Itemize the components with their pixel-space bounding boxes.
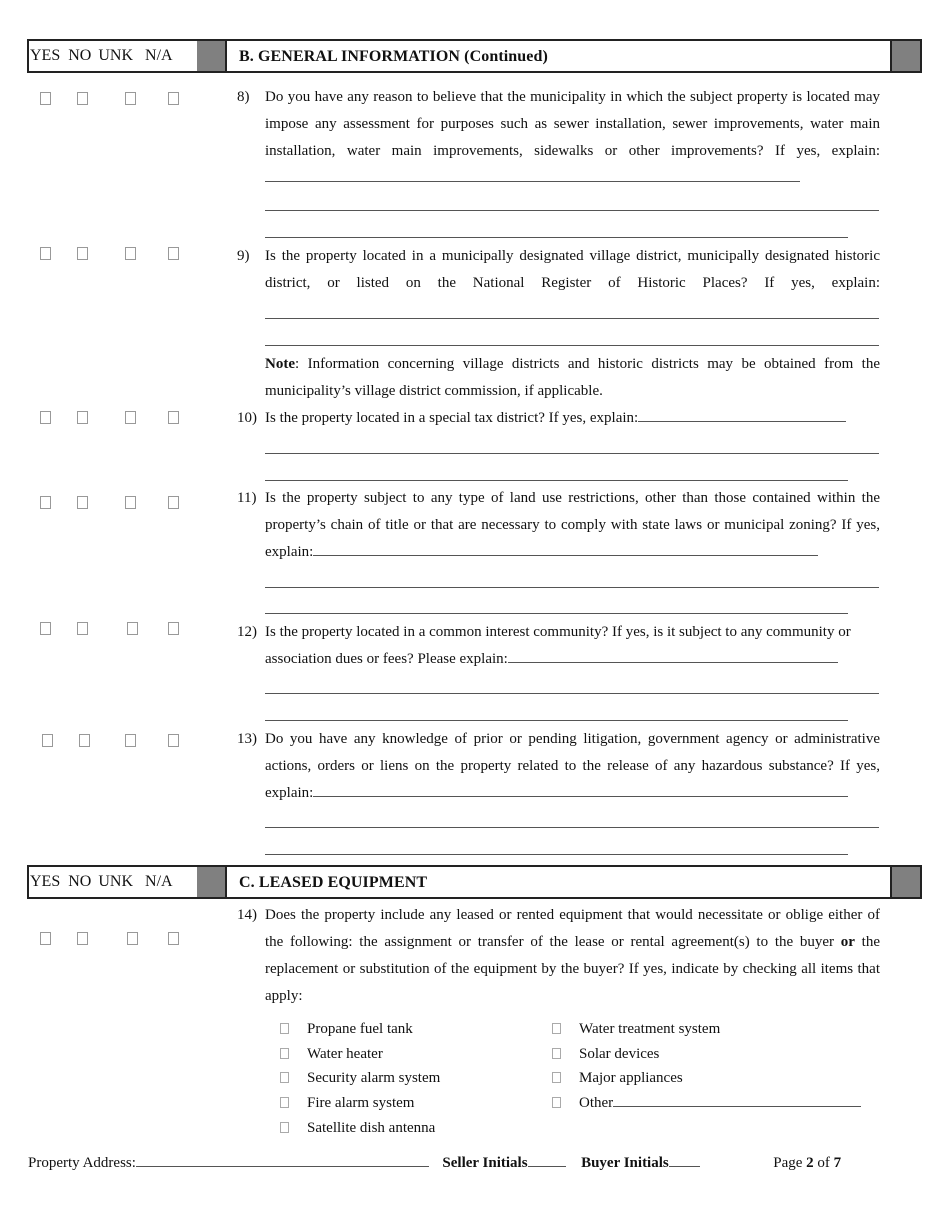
col-na: N/A <box>145 47 173 64</box>
q11-answer-line-3[interactable] <box>265 613 848 614</box>
q11-answer-line[interactable] <box>313 541 818 556</box>
col-na: N/A <box>145 873 173 890</box>
q11-na-checkbox[interactable] <box>168 496 179 509</box>
section-c-title: C. LEASED EQUIPMENT <box>239 874 428 891</box>
q11-no-checkbox[interactable] <box>77 496 88 509</box>
q13-na-checkbox[interactable] <box>168 734 179 747</box>
q8-answer-line-2[interactable] <box>265 210 879 211</box>
q9-unk-checkbox[interactable] <box>125 247 136 260</box>
q10-yes-checkbox[interactable] <box>40 411 51 424</box>
equipment-checkbox[interactable] <box>280 1048 289 1059</box>
q14-yes-checkbox[interactable] <box>40 932 51 945</box>
q10-answer-line-2[interactable] <box>265 453 879 454</box>
q10-na-checkbox[interactable] <box>168 411 179 424</box>
buyer-initials-label: Buyer Initials <box>581 1155 669 1171</box>
q13-no-checkbox[interactable] <box>79 734 90 747</box>
q10-answer-line[interactable] <box>638 407 846 422</box>
q12-answer-line-2[interactable] <box>265 693 879 694</box>
question-8: 8) Do you have any reason to believe that the municipality in which the subject property is located may impose any assessment for purposes such as sewer installation, sewer improvements, water main installation, water main improvements, sidewalks or other improvements? If yes, explain: <box>237 84 880 192</box>
note-label: Note <box>265 356 295 372</box>
q10-checkboxes <box>0 411 200 427</box>
q14-checkboxes <box>0 932 200 948</box>
equipment-checkbox[interactable] <box>280 1122 289 1133</box>
col-unk: UNK <box>98 873 134 890</box>
col-yes: YES <box>30 47 61 64</box>
note <box>265 351 880 405</box>
col-no: NO <box>68 47 92 64</box>
q10-answer-line-3[interactable] <box>265 480 848 481</box>
q13-yes-checkbox[interactable] <box>42 734 53 747</box>
q8-unk-checkbox[interactable] <box>125 92 136 105</box>
q14-na-checkbox[interactable] <box>168 932 179 945</box>
seller-initials-label: Seller Initials <box>442 1155 528 1171</box>
equipment-checkbox[interactable] <box>280 1072 289 1083</box>
q10-unk-checkbox[interactable] <box>125 411 136 424</box>
q13-answer-line-2[interactable] <box>265 827 879 828</box>
q9-yes-checkbox[interactable] <box>40 247 51 260</box>
q12-checkboxes <box>0 622 200 638</box>
q11-unk-checkbox[interactable] <box>125 496 136 509</box>
question-9: 9) Is the property located in a municipally designated village district, municipally designated historic district, or listed on the National Register of Historic Places? If yes, explain: <box>237 248 880 291</box>
q12-no-checkbox[interactable] <box>77 622 88 635</box>
equipment-checkbox[interactable] <box>280 1023 289 1034</box>
q8-answer-line[interactable] <box>265 167 800 182</box>
column-headers <box>29 41 197 71</box>
q14-unk-checkbox[interactable] <box>127 932 138 945</box>
equipment-checkbox[interactable] <box>552 1023 561 1034</box>
col-yes: YES <box>30 873 61 890</box>
seller-initials-field[interactable] <box>528 1152 566 1167</box>
q14-no-checkbox[interactable] <box>77 932 88 945</box>
q12-answer-line-3[interactable] <box>265 720 848 721</box>
buyer-initials-field[interactable] <box>669 1152 700 1167</box>
page-footer <box>28 1152 928 1174</box>
q13-unk-checkbox[interactable] <box>125 734 136 747</box>
q13-answer-line-3[interactable] <box>265 854 848 855</box>
section-c-header <box>27 865 922 899</box>
page-number: Page 2 of 7 <box>773 1155 842 1171</box>
q9-na-checkbox[interactable] <box>168 247 179 260</box>
q9-answer-line-1[interactable] <box>265 318 879 319</box>
q13-checkboxes <box>0 734 200 750</box>
col-no: NO <box>68 873 92 890</box>
column-headers-c <box>29 867 197 897</box>
q12-answer-line[interactable] <box>508 648 838 663</box>
q8-answer-line-3[interactable] <box>265 237 848 238</box>
q11-answer-line-2[interactable] <box>265 587 879 588</box>
q9-answer-line-2[interactable] <box>265 345 879 346</box>
question-13: 13) Do you have any knowledge of prior or pending litigation, government agency or administrative actions, orders or liens on the property related to the release of any hazardous substance? If yes, explain: <box>237 731 880 801</box>
q11-checkboxes <box>0 496 200 512</box>
q8-no-checkbox[interactable] <box>77 92 88 105</box>
other-answer-line[interactable] <box>613 1092 861 1107</box>
q12-yes-checkbox[interactable] <box>40 622 51 635</box>
question-14: 14) Does the property include any leased or rented equipment that would necessitate or oblige either of the following: the assignment or transfer of the lease or rental agreement(s) to the buyer or the replacement or substitution of the equipment by the buyer? If yes, indicate by checking all items that apply: <box>237 907 880 1004</box>
q13-answer-line[interactable] <box>313 782 848 797</box>
q12-unk-checkbox[interactable] <box>127 622 138 635</box>
equipment-checkbox[interactable] <box>552 1048 561 1059</box>
question-11: 11) Is the property subject to any type of land use restrictions, other than those contained within the property’s chain of title or that are necessary to comply with state laws or municipal zoning? If yes, explain: <box>237 490 880 560</box>
q9-checkboxes <box>0 247 200 263</box>
property-address-label: Property Address: <box>28 1155 136 1171</box>
section-b-header <box>27 39 922 73</box>
q12-na-checkbox[interactable] <box>168 622 179 635</box>
question-12: 12) Is the property located in a common interest community? If yes, is it subject to any community or association dues or fees? Please explain: <box>237 624 851 667</box>
q8-checkboxes <box>0 92 200 108</box>
q10-no-checkbox[interactable] <box>77 411 88 424</box>
col-unk: UNK <box>98 47 134 64</box>
q9-no-checkbox[interactable] <box>77 247 88 260</box>
q11-yes-checkbox[interactable] <box>40 496 51 509</box>
q8-yes-checkbox[interactable] <box>40 92 51 105</box>
equipment-checkbox[interactable] <box>552 1072 561 1083</box>
section-b-title: B. GENERAL INFORMATION (Continued) <box>239 48 548 65</box>
note-text: : Information concerning village districts and historic districts may be obtained from the municipality’s village district commission, if applicable. <box>265 356 880 399</box>
question-10: 10) Is the property located in a special tax district? If yes, explain: <box>237 405 880 432</box>
equipment-checkbox[interactable] <box>552 1097 561 1108</box>
property-address-field[interactable] <box>136 1152 429 1167</box>
equipment-checkbox[interactable] <box>280 1097 289 1108</box>
q8-na-checkbox[interactable] <box>168 92 179 105</box>
